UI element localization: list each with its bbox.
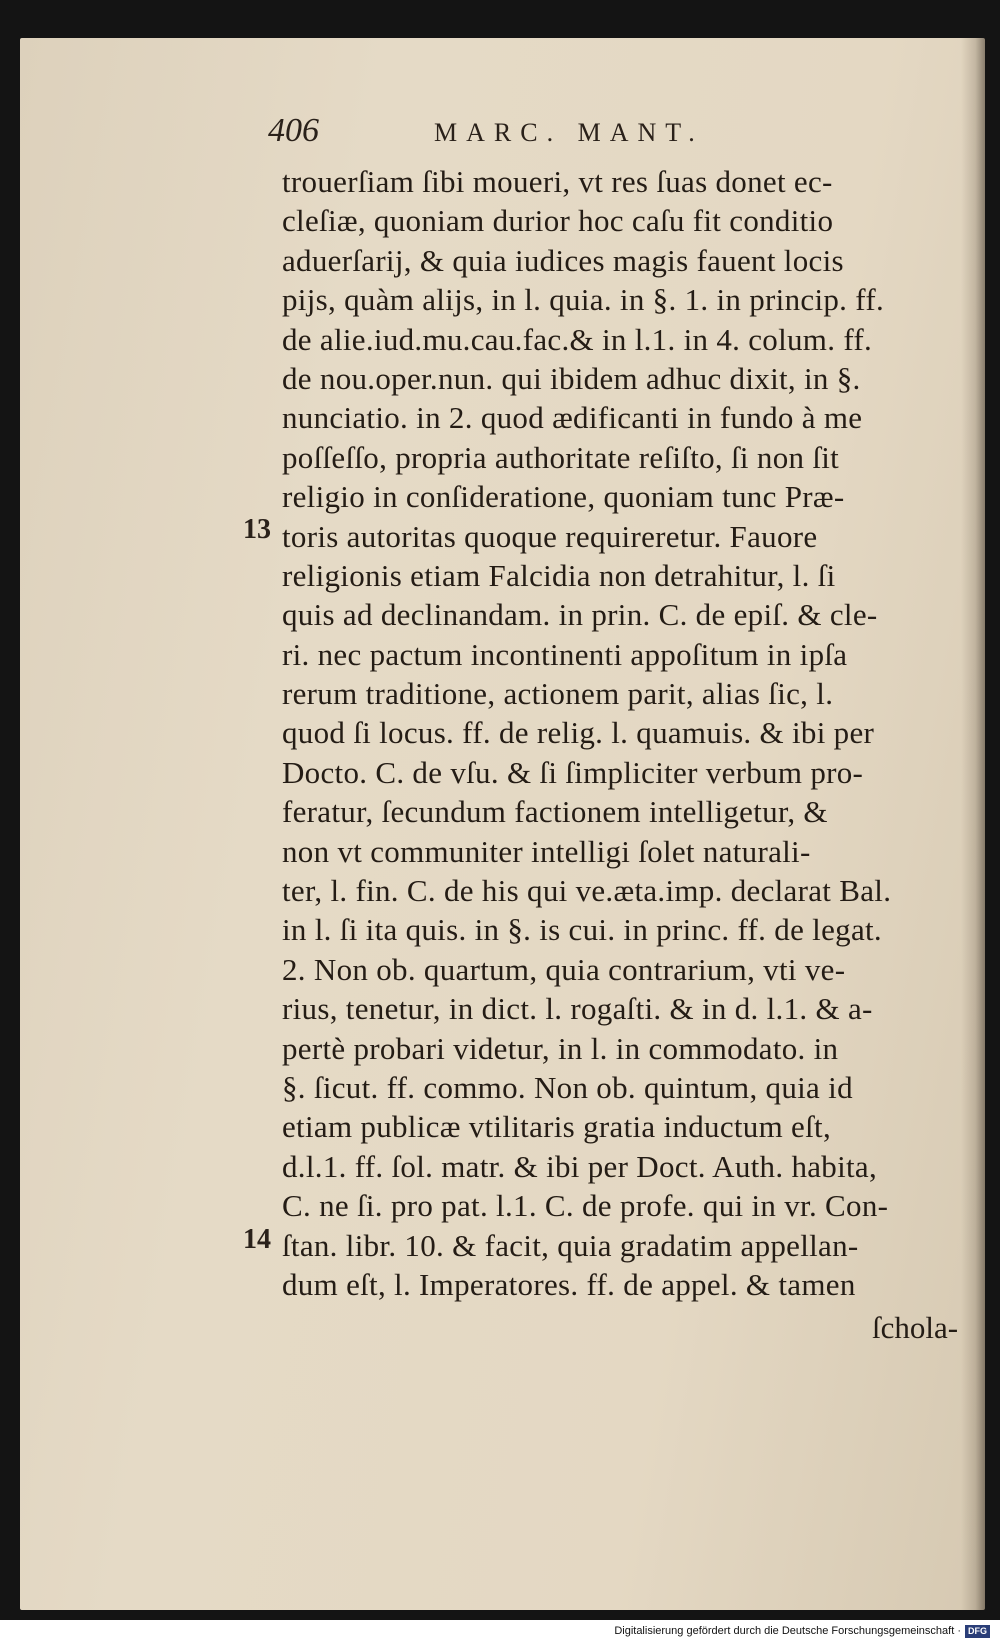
text-line: religio in conſideratione, quoniam tunc Præ- <box>282 479 845 515</box>
text-line: ſtan. libr. 10. & facit, quia gradatim appellan- <box>282 1227 859 1263</box>
text-line: quis ad declinandam. in prin. C. de epiſ. & cle- <box>282 597 878 633</box>
text-line: etiam publicæ vtilitaris gratia inductum eſt, <box>282 1109 831 1145</box>
text-line: ri. nec pactum incontinenti appoſitum in ipſa <box>282 636 848 672</box>
text-line: religionis etiam Falcidia non detrahitur, l. ſi <box>282 557 836 593</box>
footer-text: Digitalisierung gefördert durch die Deutsche Forschungsgemeinschaft · <box>614 1625 961 1637</box>
text-line: de alie.iud.mu.cau.fac.& in l.1. in 4. colum. ff. <box>282 321 873 357</box>
text-line: rerum traditione, actionem parit, alias ſic, l. <box>282 676 834 712</box>
text-line: pertè probari videtur, in l. in commodato. in <box>282 1030 839 1066</box>
body-text <box>282 162 972 1304</box>
text-line: ter, l. fin. C. de his qui ve.æta.imp. declarat Bal. <box>282 873 892 909</box>
text-line: d.l.1. ff. ſol. matr. & ibi per Doct. Auth. habita, <box>282 1148 878 1184</box>
text-line: de nou.oper.nun. qui ibidem adhuc dixit, in §. <box>282 360 861 396</box>
running-head: MARC. MANT. <box>434 118 704 147</box>
text-line: 2. Non ob. quartum, quia contrarium, vti ve- <box>282 951 846 987</box>
dfg-logo: DFG <box>965 1625 990 1638</box>
text-line: §. ſicut. ff. commo. Non ob. quintum, quia id <box>282 1069 853 1105</box>
text-line: dum eſt, l. Imperatores. ff. de appel. & tamen <box>282 1266 856 1302</box>
text-line: C. ne ſi. pro pat. l.1. C. de profe. qui in vr. Con- <box>282 1188 889 1224</box>
text-line: poſſeſſo, propria authoritate reſiſto, ſi non ſit <box>282 439 840 475</box>
text-line: cleſiæ, quoniam durior hoc caſu fit conditio <box>282 203 834 239</box>
text-line: non vt communiter intelligi ſolet naturali- <box>282 833 811 869</box>
page-header <box>268 112 808 156</box>
text-line: toris autoritas quoque requireretur. Fauore <box>282 518 818 554</box>
text-line: trouerſiam ſibi moueri, vt res ſuas donet ec- <box>282 164 833 199</box>
text-line: pijs, quàm alijs, in l. quia. in §. 1. in princip. ff. <box>282 282 884 318</box>
text-line: rius, tenetur, in dict. l. rogaſti. & in d. l.1. & a- <box>282 991 873 1027</box>
margin-note-13: 13 <box>243 514 271 545</box>
text-line: Docto. C. de vſu. & ſi ſimpliciter verbum pro- <box>282 754 864 790</box>
margin-note-14: 14 <box>243 1224 271 1255</box>
text-line: aduerſarij, & quia iudices magis fauent locis <box>282 242 844 278</box>
catchword: ſchola- <box>872 1310 959 1345</box>
digitization-footer <box>614 1624 990 1638</box>
page-number: 406 <box>268 112 319 149</box>
text-line: quod ſi locus. ff. de relig. l. quamuis. & ibi per <box>282 715 875 751</box>
text-line: feratur, ſecundum factionem intelligetur, & <box>282 794 828 830</box>
text-line: nunciatio. in 2. quod ædificanti in fundo à me <box>282 400 863 436</box>
text-line: in l. ſi ita quis. in §. is cui. in princ. ff. de legat. <box>282 912 882 948</box>
